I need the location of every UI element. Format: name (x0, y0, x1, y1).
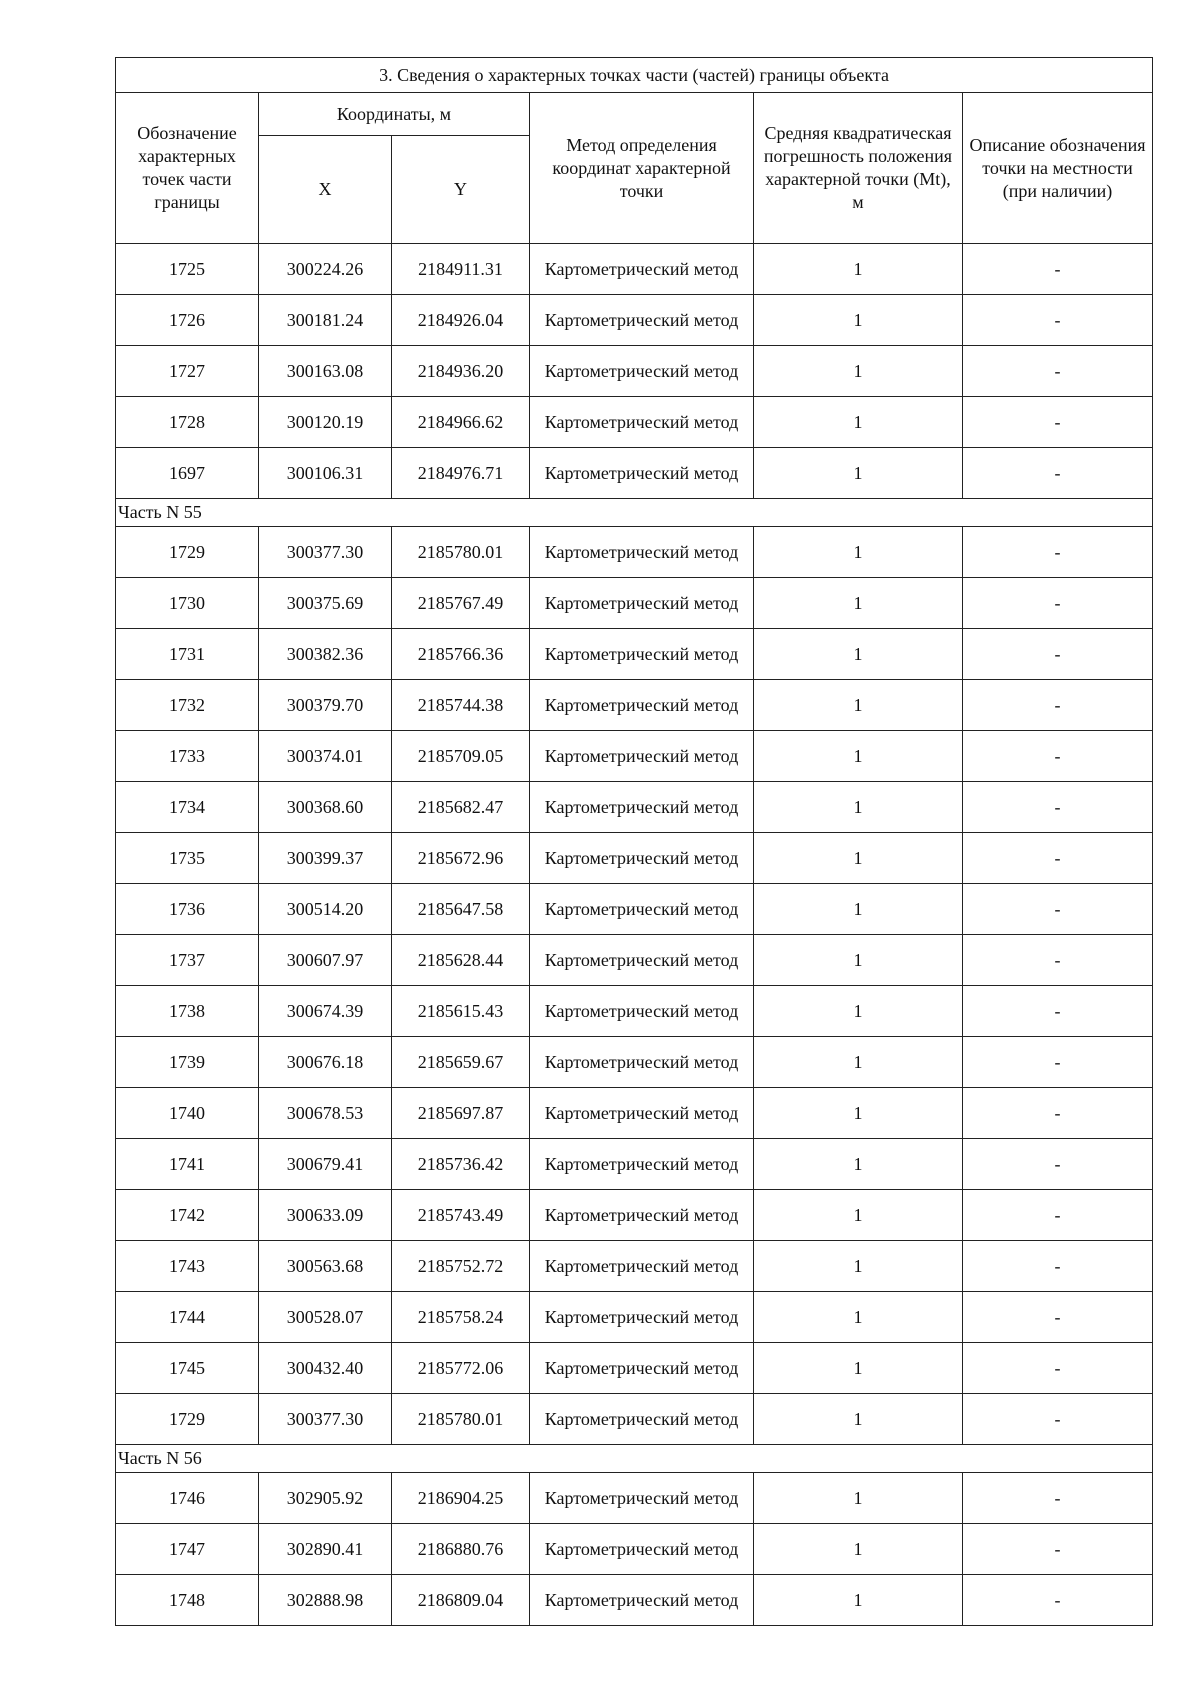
part-row (116, 1445, 1153, 1473)
cell-mean-error: 1 (754, 1524, 963, 1575)
table-row (116, 731, 1153, 782)
table-row (116, 1575, 1153, 1626)
cell-y-coordinate: 2185772.06 (392, 1343, 530, 1394)
cell-mean-error: 1 (754, 1088, 963, 1139)
cell-y-coordinate: 2185758.24 (392, 1292, 530, 1343)
cell-y-coordinate: 2184966.62 (392, 397, 530, 448)
cell-point-number: 1726 (116, 295, 259, 346)
cell-description: - (963, 1524, 1153, 1575)
header-error: Средняя квадратическая погрешность положения характерной точки (Mt), м (754, 93, 963, 244)
cell-point-number: 1729 (116, 1394, 259, 1445)
cell-y-coordinate: 2186904.25 (392, 1473, 530, 1524)
cell-method: Картометрический метод (530, 448, 754, 499)
table-body (116, 244, 1153, 1626)
cell-method: Картометрический метод (530, 884, 754, 935)
cell-description: - (963, 346, 1153, 397)
table-row (116, 1037, 1153, 1088)
cell-y-coordinate: 2184926.04 (392, 295, 530, 346)
cell-x-coordinate: 300375.69 (259, 578, 392, 629)
part-label: Часть N 55 (116, 499, 1153, 527)
cell-x-coordinate: 300379.70 (259, 680, 392, 731)
cell-method: Картометрический метод (530, 578, 754, 629)
cell-method: Картометрический метод (530, 295, 754, 346)
table-row (116, 578, 1153, 629)
table-row (116, 448, 1153, 499)
cell-method: Картометрический метод (530, 1473, 754, 1524)
cell-mean-error: 1 (754, 295, 963, 346)
cell-description: - (963, 1088, 1153, 1139)
cell-description: - (963, 935, 1153, 986)
cell-x-coordinate: 300563.68 (259, 1241, 392, 1292)
table-row (116, 1394, 1153, 1445)
cell-mean-error: 1 (754, 578, 963, 629)
table-row (116, 346, 1153, 397)
table-row (116, 1139, 1153, 1190)
cell-point-number: 1697 (116, 448, 259, 499)
cell-point-number: 1727 (116, 346, 259, 397)
cell-point-number: 1731 (116, 629, 259, 680)
cell-y-coordinate: 2185743.49 (392, 1190, 530, 1241)
cell-y-coordinate: 2185767.49 (392, 578, 530, 629)
cell-y-coordinate: 2185628.44 (392, 935, 530, 986)
cell-description: - (963, 295, 1153, 346)
cell-y-coordinate: 2185672.96 (392, 833, 530, 884)
cell-point-number: 1736 (116, 884, 259, 935)
cell-description: - (963, 731, 1153, 782)
table-row (116, 986, 1153, 1037)
cell-description: - (963, 527, 1153, 578)
cell-y-coordinate: 2184976.71 (392, 448, 530, 499)
table-row (116, 295, 1153, 346)
cell-x-coordinate: 300106.31 (259, 448, 392, 499)
cell-method: Картометрический метод (530, 1292, 754, 1343)
cell-description: - (963, 578, 1153, 629)
cell-x-coordinate: 300633.09 (259, 1190, 392, 1241)
cell-method: Картометрический метод (530, 986, 754, 1037)
cell-method: Картометрический метод (530, 1088, 754, 1139)
part-label: Часть N 56 (116, 1445, 1153, 1473)
cell-description: - (963, 1575, 1153, 1626)
cell-x-coordinate: 300676.18 (259, 1037, 392, 1088)
cell-y-coordinate: 2185780.01 (392, 1394, 530, 1445)
cell-mean-error: 1 (754, 448, 963, 499)
cell-mean-error: 1 (754, 397, 963, 448)
cell-method: Картометрический метод (530, 935, 754, 986)
cell-y-coordinate: 2185744.38 (392, 680, 530, 731)
cell-description: - (963, 448, 1153, 499)
cell-point-number: 1741 (116, 1139, 259, 1190)
table-row (116, 935, 1153, 986)
cell-description: - (963, 1037, 1153, 1088)
cell-point-number: 1747 (116, 1524, 259, 1575)
cell-x-coordinate: 300382.36 (259, 629, 392, 680)
table-row (116, 833, 1153, 884)
cell-method: Картометрический метод (530, 346, 754, 397)
cell-x-coordinate: 300120.19 (259, 397, 392, 448)
cell-point-number: 1734 (116, 782, 259, 833)
cell-mean-error: 1 (754, 1575, 963, 1626)
cell-x-coordinate: 300528.07 (259, 1292, 392, 1343)
table-row (116, 884, 1153, 935)
cell-x-coordinate: 300181.24 (259, 295, 392, 346)
cell-mean-error: 1 (754, 527, 963, 578)
cell-y-coordinate: 2184911.31 (392, 244, 530, 295)
cell-description: - (963, 680, 1153, 731)
cell-y-coordinate: 2185780.01 (392, 527, 530, 578)
cell-point-number: 1739 (116, 1037, 259, 1088)
cell-y-coordinate: 2186809.04 (392, 1575, 530, 1626)
cell-mean-error: 1 (754, 346, 963, 397)
cell-description: - (963, 884, 1153, 935)
cell-point-number: 1735 (116, 833, 259, 884)
cell-description: - (963, 244, 1153, 295)
cell-point-number: 1743 (116, 1241, 259, 1292)
cell-mean-error: 1 (754, 782, 963, 833)
table-row (116, 397, 1153, 448)
cell-y-coordinate: 2185682.47 (392, 782, 530, 833)
cell-y-coordinate: 2185752.72 (392, 1241, 530, 1292)
cell-mean-error: 1 (754, 1241, 963, 1292)
cell-mean-error: 1 (754, 1292, 963, 1343)
cell-description: - (963, 833, 1153, 884)
cell-point-number: 1733 (116, 731, 259, 782)
cell-method: Картометрический метод (530, 782, 754, 833)
cell-mean-error: 1 (754, 731, 963, 782)
cell-mean-error: 1 (754, 1394, 963, 1445)
cell-method: Картометрический метод (530, 527, 754, 578)
cell-method: Картометрический метод (530, 1343, 754, 1394)
cell-method: Картометрический метод (530, 833, 754, 884)
cell-x-coordinate: 302888.98 (259, 1575, 392, 1626)
cell-x-coordinate: 302890.41 (259, 1524, 392, 1575)
cell-method: Картометрический метод (530, 680, 754, 731)
cell-method: Картометрический метод (530, 244, 754, 295)
cell-method: Картометрический метод (530, 1190, 754, 1241)
cell-point-number: 1725 (116, 244, 259, 295)
header-method: Метод определения координат характерной точки (530, 93, 754, 244)
table-row (116, 1524, 1153, 1575)
cell-y-coordinate: 2185647.58 (392, 884, 530, 935)
header-coordinates: Координаты, м (259, 93, 530, 136)
cell-point-number: 1738 (116, 986, 259, 1037)
cell-method: Картометрический метод (530, 1037, 754, 1088)
cell-y-coordinate: 2185697.87 (392, 1088, 530, 1139)
table-row (116, 244, 1153, 295)
cell-mean-error: 1 (754, 1139, 963, 1190)
cell-description: - (963, 1190, 1153, 1241)
cell-y-coordinate: 2186880.76 (392, 1524, 530, 1575)
section-title: 3. Сведения о характерных точках части (частей) границы объекта (116, 58, 1153, 93)
table-row (116, 1241, 1153, 1292)
cell-x-coordinate: 300432.40 (259, 1343, 392, 1394)
cell-description: - (963, 986, 1153, 1037)
header-y: Y (392, 136, 530, 244)
header-description: Описание обозначения точки на местности (при наличии) (963, 93, 1153, 244)
cell-description: - (963, 782, 1153, 833)
cell-point-number: 1748 (116, 1575, 259, 1626)
table-row (116, 629, 1153, 680)
table-row (116, 782, 1153, 833)
cell-mean-error: 1 (754, 629, 963, 680)
cell-description: - (963, 1473, 1153, 1524)
table-row (116, 527, 1153, 578)
cell-point-number: 1730 (116, 578, 259, 629)
cell-y-coordinate: 2185736.42 (392, 1139, 530, 1190)
cell-x-coordinate: 300377.30 (259, 527, 392, 578)
cell-point-number: 1737 (116, 935, 259, 986)
cell-mean-error: 1 (754, 680, 963, 731)
cell-x-coordinate: 300224.26 (259, 244, 392, 295)
cell-mean-error: 1 (754, 1037, 963, 1088)
cell-description: - (963, 1394, 1153, 1445)
cell-method: Картометрический метод (530, 1394, 754, 1445)
cell-point-number: 1742 (116, 1190, 259, 1241)
cell-description: - (963, 1292, 1153, 1343)
table-row (116, 1473, 1153, 1524)
document-sheet (115, 57, 1152, 1626)
cell-method: Картометрический метод (530, 1139, 754, 1190)
cell-x-coordinate: 300674.39 (259, 986, 392, 1037)
cell-mean-error: 1 (754, 1343, 963, 1394)
cell-y-coordinate: 2185615.43 (392, 986, 530, 1037)
boundary-points-table (115, 57, 1153, 1626)
table-row (116, 1292, 1153, 1343)
cell-point-number: 1729 (116, 527, 259, 578)
cell-point-number: 1740 (116, 1088, 259, 1139)
cell-x-coordinate: 300374.01 (259, 731, 392, 782)
cell-description: - (963, 629, 1153, 680)
cell-description: - (963, 1139, 1153, 1190)
header-x: X (259, 136, 392, 244)
cell-x-coordinate: 300607.97 (259, 935, 392, 986)
cell-y-coordinate: 2185766.36 (392, 629, 530, 680)
cell-x-coordinate: 300399.37 (259, 833, 392, 884)
cell-mean-error: 1 (754, 986, 963, 1037)
cell-y-coordinate: 2184936.20 (392, 346, 530, 397)
cell-mean-error: 1 (754, 833, 963, 884)
cell-mean-error: 1 (754, 935, 963, 986)
header-designation: Обозначение характерных точек части границы (116, 93, 259, 244)
table-row (116, 1343, 1153, 1394)
cell-point-number: 1746 (116, 1473, 259, 1524)
cell-method: Картометрический метод (530, 397, 754, 448)
cell-x-coordinate: 300368.60 (259, 782, 392, 833)
cell-method: Картометрический метод (530, 1524, 754, 1575)
cell-point-number: 1745 (116, 1343, 259, 1394)
table-row (116, 1190, 1153, 1241)
section-title-row (116, 58, 1153, 93)
cell-x-coordinate: 300377.30 (259, 1394, 392, 1445)
table-row (116, 1088, 1153, 1139)
cell-x-coordinate: 300678.53 (259, 1088, 392, 1139)
cell-mean-error: 1 (754, 884, 963, 935)
cell-y-coordinate: 2185659.67 (392, 1037, 530, 1088)
table-row (116, 680, 1153, 731)
header-row-1 (116, 93, 1153, 136)
cell-x-coordinate: 300514.20 (259, 884, 392, 935)
cell-x-coordinate: 300679.41 (259, 1139, 392, 1190)
cell-x-coordinate: 302905.92 (259, 1473, 392, 1524)
cell-point-number: 1728 (116, 397, 259, 448)
cell-description: - (963, 397, 1153, 448)
cell-mean-error: 1 (754, 244, 963, 295)
part-row (116, 499, 1153, 527)
cell-description: - (963, 1343, 1153, 1394)
cell-mean-error: 1 (754, 1190, 963, 1241)
cell-method: Картометрический метод (530, 629, 754, 680)
cell-method: Картометрический метод (530, 1241, 754, 1292)
cell-point-number: 1744 (116, 1292, 259, 1343)
cell-method: Картометрический метод (530, 731, 754, 782)
cell-y-coordinate: 2185709.05 (392, 731, 530, 782)
cell-point-number: 1732 (116, 680, 259, 731)
cell-description: - (963, 1241, 1153, 1292)
cell-x-coordinate: 300163.08 (259, 346, 392, 397)
cell-method: Картометрический метод (530, 1575, 754, 1626)
cell-mean-error: 1 (754, 1473, 963, 1524)
